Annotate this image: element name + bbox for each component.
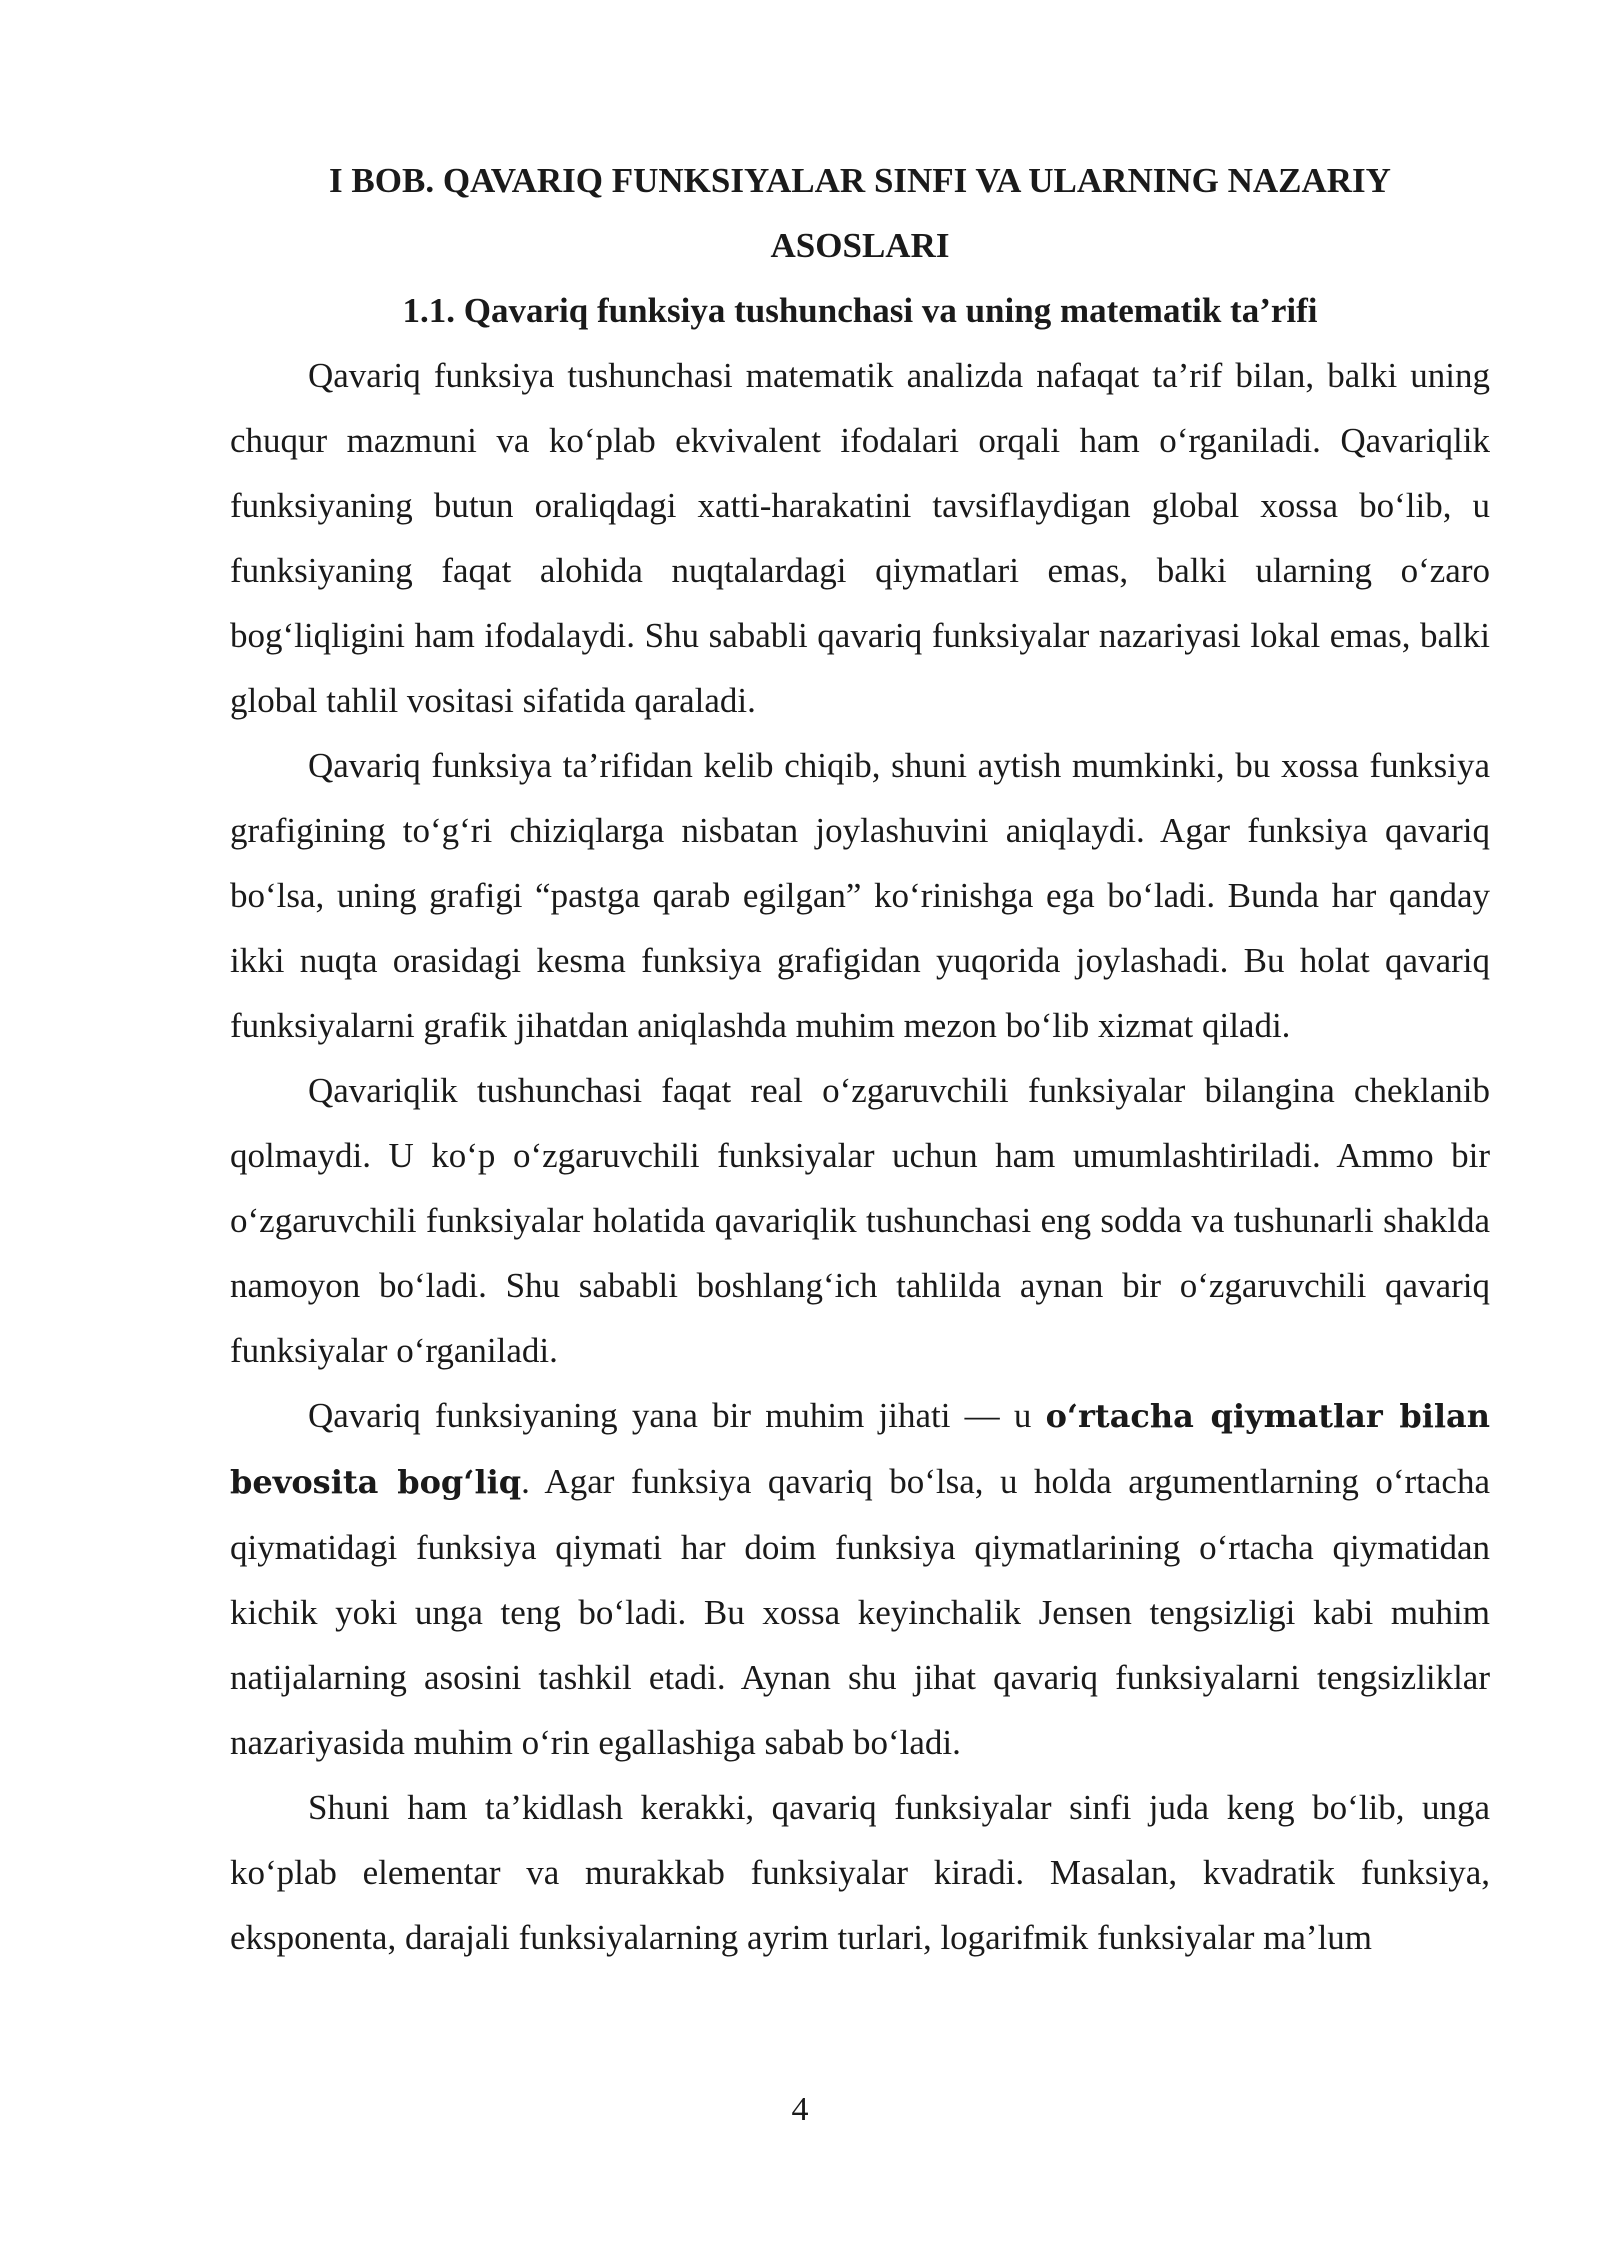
paragraph-4-bold-phrase: o‘rtacha qiymatlar bilan bevosita bog‘liq <box>230 1397 1491 1501</box>
chapter-title-line-1: I BOB. QAVARIQ FUNKSIYALAR SINFI VA ULARNING NAZARIY <box>329 161 1391 200</box>
page-number: 4 <box>791 2091 809 2128</box>
paragraph-4 <box>230 1383 1490 1775</box>
page-body <box>230 148 1490 1970</box>
paragraph-4-lead: Qavariq funksiyaning yana bir muhim jihati — u <box>308 1396 1046 1435</box>
paragraph-2: Qavariq funksiya ta’rifidan kelib chiqib, shuni aytish mumkinki, bu xossa funksiya grafigining to‘g‘ri chiziqlarga nisbatan joylashuvini aniqlaydi. Agar funksiya qavariq bo‘lsa, uning grafigi “pastga qarab egilgan” ko‘rinishga ega bo‘ladi. Bunda har qanday ikki nuqta orasidagi kesma funksiya grafigidan yuqorida joylashadi. Bu holat qavariq funksiyalarni grafik jihatdan aniqlashda muhim mezon bo‘lib xizmat qiladi. <box>230 746 1490 1045</box>
paragraph-3: Qavariqlik tushunchasi faqat real o‘zgaruvchili funksiyalar bilangina cheklanib qolmaydi. U ko‘p o‘zgaruvchili funksiyalar uchun ham umumlashtiriladi. Ammo bir o‘zgaruvchili funksiyalar holatida qavariqlik tushunchasi eng sodda va tushunarli shaklda namoyon bo‘ladi. Shu sababli boshlang‘ich tahlilda aynan bir o‘zgaruvchili qavariq funksiyalar o‘rganiladi. <box>230 1071 1490 1370</box>
paragraph-1: Qavariq funksiya tushunchasi matematik analizda nafaqat ta’rif bilan, balki uning chuqur mazmuni va ko‘plab ekvivalent ifodalari orqali ham o‘rganiladi. Qavariqlik funksiyaning butun oraliqdagi xatti-harakatini tavsiflaydigan global xossa bo‘lib, u funksiyaning faqat alohida nuqtalardagi qiymatlari emas, balki ularning o‘zaro bog‘liqligini ham ifodalaydi. Shu sababli qavariq funksiyalar nazariyasi lokal emas, balki global tahlil vositasi sifatida qaraladi. <box>230 356 1490 720</box>
chapter-title <box>230 148 1490 278</box>
paragraph-4-rest: . Agar funksiya qavariq bo‘lsa, u holda argumentlarning o‘rtacha qiymatidagi funksiya qiymati har doim funksiya qiymatlarining o‘rtacha qiymatidan kichik yoki unga teng bo‘ladi. Bu xossa keyinchalik Jensen tengsizligi kabi muhim natijalarning asosini tashkil etadi. Aynan shu jihat qavariq funksiyalarni tengsizliklar nazariyasida muhim o‘rin egallashiga sabab bo‘ladi. <box>230 1462 1490 1762</box>
paragraph-5: Shuni ham ta’kidlash kerakki, qavariq funksiyalar sinfi juda keng bo‘lib, unga ko‘plab elementar va murakkab funksiyalar kiradi. Masalan, kvadratik funksiya, eksponenta, darajali funksiyalarning ayrim turlari, logarifmik funksiyalar ma’lum <box>230 1788 1490 1957</box>
section-title: 1.1. Qavariq funksiya tushunchasi va uning matematik ta’rifi <box>402 291 1318 330</box>
chapter-title-line-2: ASOSLARI <box>770 226 950 265</box>
